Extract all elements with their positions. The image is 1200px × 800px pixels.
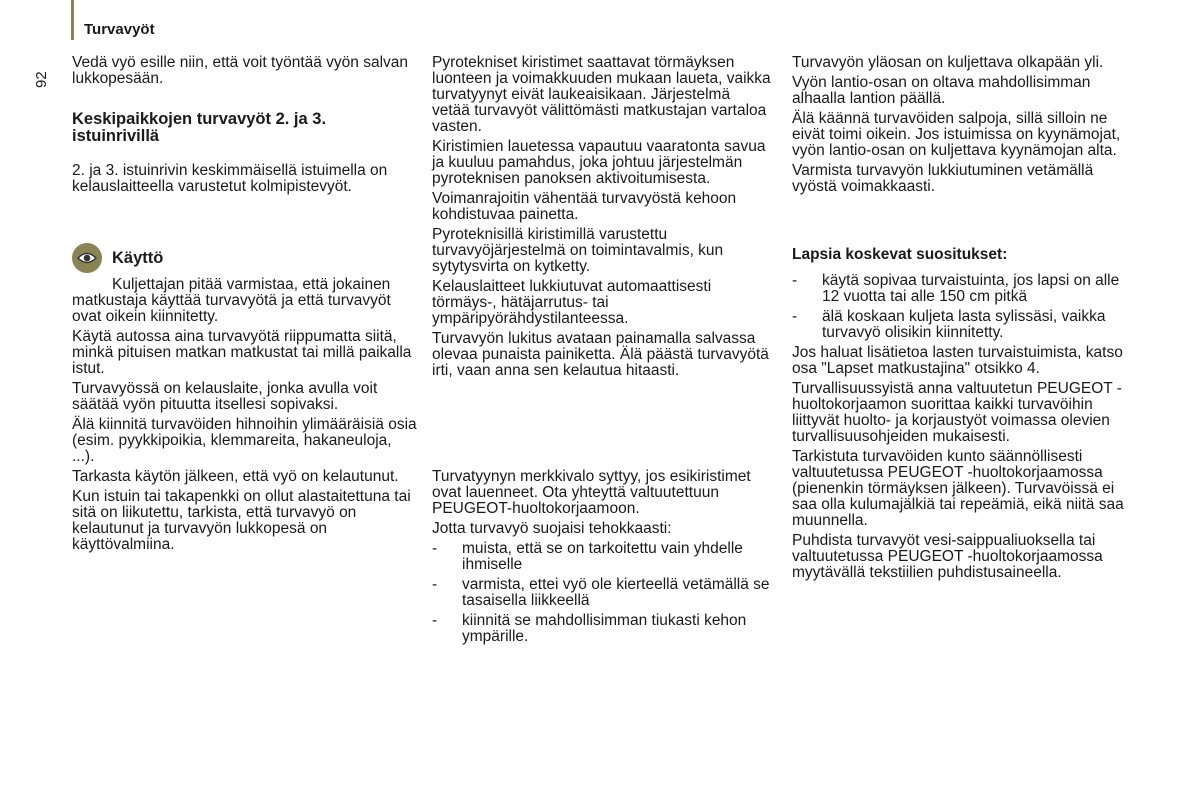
children-recommendations-title: Lapsia koskevat suositukset: <box>792 246 1008 263</box>
page-number: 92 <box>33 71 50 88</box>
list-item: - varmista, ettei vyö ole kierteellä vetämällä se tasaisella liikkeellä <box>432 577 772 609</box>
list-item: - älä koskaan kuljeta lasta sylissäsi, vaikka turvavyö olisikin kiinnitetty. <box>792 309 1137 341</box>
paragraph: Turvavyön lukitus avataan painamalla salvassa olevaa punaista painiketta. Älä päästä turvavyötä irti, vaan anna sen kelautua hitaasti. <box>432 330 769 379</box>
paragraph: Turvavyön yläosan on kuljettava olkapään yli. <box>792 54 1104 71</box>
paragraph: Pyrotekniset kiristimet saattavat törmäyksen luonteen ja voimakkuuden mukaan laueta, vaikka turvatyynyt eivät laukeaisikaan. Järjestelmä vetää turvavyöt välittömästi matkustajan vartaloa vasten. <box>432 54 771 135</box>
children-list <box>792 273 1137 341</box>
column-3 <box>792 55 1137 585</box>
paragraph: Kiristimien lauetessa vapautuu vaaratonta savua ja kuuluu pamahdus, joka johtuu järjestelmän pyroteknisen panoksen aktivoitumisesta. <box>432 138 766 187</box>
list-item: - muista, että se on tarkoitettu vain yhdelle ihmiselle <box>432 541 772 573</box>
section-title: Keskipaikkojen turvavyöt 2. ja 3. istuinrivillä <box>72 110 327 145</box>
paragraph: Älä kiinnitä turvavöiden hihnoihin ylimääräisiä osia (esim. pyykkipoikia, klemmareita, hakaneuloja, ...). <box>72 416 417 465</box>
paragraph: Tarkistuta turvavöiden kunto säännöllisesti valtuutetussa PEUGEOT -huoltokorjaamossa (pienenkin törmäyksen jälkeen). Turvavöissä ei saa olla kulumajälkiä tai repeämiä, eikä niitä saa muunnella. <box>792 448 1124 529</box>
kaytto-heading <box>72 243 417 273</box>
kaytto-title: Käyttö <box>112 249 164 267</box>
header-accent-bar <box>71 0 74 40</box>
list-item: - kiinnitä se mahdollisimman tiukasti kehon ympärille. <box>432 613 772 645</box>
paragraph: Turvavyössä on kelauslaite, jonka avulla voit säätää vyön pituutta itsellesi sopivaksi. <box>72 380 378 413</box>
airbag-warning-paragraph: Turvatyynyn merkkivalo syttyy, jos esikiristimet ovat lauenneet. Ota yhteyttä valtuutettuun PEUGEOT-huoltokorjaamoon. <box>432 468 751 517</box>
paragraph: Varmista turvavyön lukkiutuminen vetämällä vyöstä voimakkaasti. <box>792 162 1094 195</box>
paragraph: Turvallisuussyistä anna valtuutetun PEUGEOT -huoltokorjaamon suorittaa kaikki turvavöihin liittyvät huolto- ja korjaustyöt voimassa olevien turvallisuusohjeiden mukaisesti. <box>792 380 1122 445</box>
usage-list <box>432 541 772 645</box>
list-intro: Jotta turvavyö suojaisi tehokkaasti: <box>432 520 672 537</box>
paragraph: Kelauslaitteet lukkiutuvat automaattisesti törmäys-, hätäjarrutus- tai ympäripyörähdystilanteessa. <box>432 278 712 327</box>
paragraph: Älä käännä turvavöiden salpoja, sillä silloin ne eivät toimi oikein. Jos istuimissa on kyynämojat, vyön lantio-osan on kuljettava kyynämojan alta. <box>792 110 1121 159</box>
column-1 <box>72 55 417 557</box>
paragraph: Tarkasta käytön jälkeen, että vyö on kelautunut. <box>72 468 399 485</box>
paragraph: Pyroteknisillä kiristimillä varustettu turvavyöjärjestelmä on toimintavalmis, kun sytytysvirta on kytketty. <box>432 226 724 275</box>
section-paragraph: 2. ja 3. istuinrivin keskimmäisellä istuimella on kelauslaitteella varustetut kolmipistevyöt. <box>72 162 388 195</box>
paragraph: Voimanrajoitin vähentää turvavyöstä kehoon kohdistuvaa painetta. <box>432 190 737 223</box>
intro-paragraph: Vedä vyö esille niin, että voit työntää vyön salvan lukkopesään. <box>72 54 409 87</box>
paragraph: Kun istuin tai takapenkki on ollut alastaitettuna tai sitä on liikutettu, tarkista, että turvavyö on kelautunut ja turvavyön lukkopesä on käyttövalmiina. <box>72 488 411 553</box>
eye-icon <box>72 243 102 273</box>
column-2 <box>432 55 772 649</box>
paragraph: Vyön lantio-osan on oltava mahdollisimman alhaalla lantion päällä. <box>792 74 1091 107</box>
paragraph: Jos haluat lisätietoa lasten turvaistuimista, katso osa "Lapset matkustajina" otsikko 4. <box>792 344 1123 377</box>
paragraph: Puhdista turvavyöt vesi-saippualiuoksella tai valtuutetussa PEUGEOT -huoltokorjaamossa myytävällä tekstiilien puhdistusaineella. <box>792 532 1103 581</box>
paragraph: Käytä autossa aina turvavyötä riippumatta siitä, minkä pituisen matkan matkustat tai millä paikalla istut. <box>72 328 412 377</box>
list-item: - käytä sopivaa turvaistuinta, jos lapsi on alle 12 vuotta tai alle 150 cm pitkä <box>792 273 1137 305</box>
paragraph: Kuljettajan pitää varmistaa, että jokainen matkustaja käyttää turvavyötä ja että turvavyöt ovat oikein kiinnitetty. <box>72 276 391 325</box>
page-header-title: Turvavyöt <box>84 21 155 38</box>
